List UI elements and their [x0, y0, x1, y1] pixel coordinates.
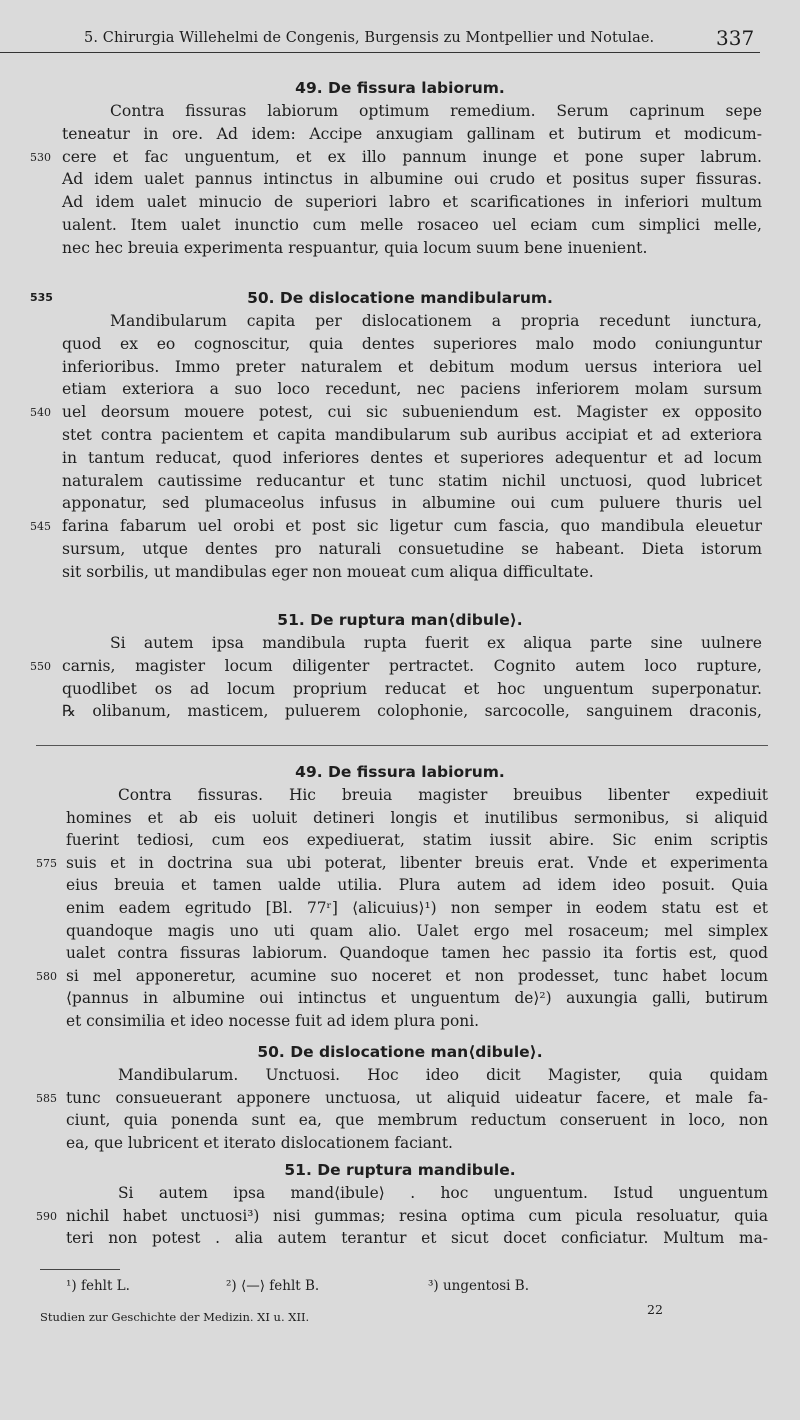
- text-line: nec hec breuia experimenta respuantur, quia locum suum bene inuenient.: [62, 238, 648, 257]
- upper-section-51: [0, 608, 800, 723]
- page-number: 337: [716, 26, 755, 50]
- running-title: 5. Chirurgia Willehelmi de Congenis, Burgensis zu Montpellier und Notulae.: [84, 30, 655, 46]
- text-line: teneatur in ore. Ad idem: Accipe anxugiam gallinam et butirum et modicum-: [62, 124, 762, 143]
- text-line: 540 uel deorsum mouere potest, cui sic subueniendum est. Magister ex opposito: [0, 401, 800, 424]
- section-heading: 49. De fissura labiorum.: [295, 763, 505, 781]
- section-heading: 51. De ruptura mandibule.: [284, 1161, 516, 1179]
- line-number: 535: [30, 291, 53, 304]
- text-line: et consimilia et ideo nocesse fuit ad idem plura poni.: [66, 1011, 480, 1030]
- footnote-2: ²) ⟨—⟩ fehlt B.: [226, 1278, 320, 1294]
- text-line: ℞ olibanum, masticem, puluerem colophonie, sarcocolle, sanguinem draconis,: [62, 702, 762, 721]
- text-line: ea, que lubricent et iterato dislocationem faciant.: [66, 1133, 453, 1152]
- text-line: sursum, utque dentes pro naturali consuetudine se habeant. Dieta istorum: [62, 539, 762, 558]
- signature-mark: 22: [647, 1302, 663, 1317]
- text-line: Contra fissuras. Hic breuia magister breuibus libenter expediuit: [118, 786, 768, 804]
- text-line: sit sorbilis, ut mandibulas eger non moueat cum aliqua difficultate.: [62, 562, 594, 581]
- text-line: Ad idem ualet minucio de superiori labro et scarificationes in inferiori multum: [62, 193, 762, 212]
- upper-section-50: [0, 286, 800, 584]
- text-line: 580 si mel apponeretur, acumine suo noceret et non prodesset, tunc habet locum: [0, 965, 800, 988]
- text-line: in tantum reducat, quod inferiores dentes et superiores adequentur et ad locum: [62, 448, 762, 467]
- text-line: Si autem ipsa mandibula rupta fuerit ex aliqua parte sine uulnere: [110, 634, 762, 652]
- text-line: Si autem ipsa mand⟨ibule⟩ . hoc unguentum. Istud unguentum: [118, 1184, 768, 1202]
- text-line: 575 suis et in doctrina sua ubi poterat, libenter breuis erat. Vnde et experimenta: [0, 852, 800, 875]
- line-number: 575: [36, 856, 57, 870]
- text-line: naturalem cautissime reducantur et tunc statim nichil unctuosi, quod lubricet: [62, 471, 762, 490]
- text-line: Ad idem ualet pannus intinctus in albumine oui crudo et positus super fissuras.: [62, 170, 762, 189]
- text-line: quodlibet os ad locum proprium reducat et hoc unguentum superponatur.: [62, 679, 762, 698]
- text-line: stet contra pacientem et capita mandibularum sub auribus accipiat et ad exteriora: [62, 425, 762, 444]
- text-line: Mandibularum capita per dislocationem a propria recedunt iunctura,: [110, 312, 762, 330]
- text-line: quandoque magis uno uti quam alio. Ualet ergo mel rosaceum; mel simplex: [66, 921, 768, 940]
- footnote-3: ³) ungentosi B.: [428, 1278, 529, 1294]
- footnote-1: ¹) fehlt L.: [66, 1278, 130, 1294]
- lower-section-49: [0, 760, 800, 1033]
- text-line: ualet contra fissuras labiorum. Quandoque tamen hec passio ita fortis est, quod: [66, 944, 768, 963]
- line-number: 530: [30, 150, 51, 164]
- text-line: teri non potest . alia autem terantur et sicut docet conficiatur. Multum ma-: [66, 1229, 768, 1248]
- section-heading: 49. De fissura labiorum.: [295, 79, 505, 97]
- text-line: ualent. Item ualet inunctio cum melle rosaceo uel eciam cum simplici melle,: [62, 215, 762, 234]
- text-line: quod ex eo cognoscitur, quia dentes superiores malo modo coniunguntur: [62, 334, 762, 353]
- text-line: inferioribus. Immo preter naturalem et debitum modum uersus interiora uel: [62, 357, 762, 376]
- lower-section-50: [0, 1040, 800, 1154]
- text-line: apponatur, sed plumaceolus infusus in albumine oui cum puluere thuris uel: [62, 494, 762, 513]
- text-line: ⟨pannus in albumine oui intinctus et unguentum de⟩²) auxungia galli, butirum: [66, 989, 768, 1008]
- text-line: 550 carnis, magister locum diligenter pertractet. Cognito autem loco rupture,: [0, 655, 800, 678]
- section-heading: 50. De dislocatione man⟨dibule⟩.: [257, 1043, 543, 1061]
- text-line: fuerint tediosi, cum eos expediuerat, statim iussit abire. Sic enim scriptis: [66, 831, 768, 850]
- text-line: 585 tunc consueuerant apponere unctuosa, ut aliquid uideatur facere, et male fa-: [0, 1087, 800, 1110]
- line-number: 545: [30, 520, 51, 534]
- section-heading: 51. De ruptura man⟨dibule⟩.: [277, 611, 523, 629]
- text-line: 530 cere et fac unguentum, et ex illo pannum inunge et pone super labrum.: [0, 146, 800, 169]
- text-line: homines et ab eis uoluit detineri longis et inutilibus sermonibus, si aliquid: [66, 808, 768, 827]
- line-number: 550: [30, 659, 51, 673]
- section-divider: [36, 745, 768, 746]
- text-line: eius breuia et tamen ualde utilia. Plura autem ad idem ideo posuit. Quia: [66, 876, 768, 895]
- lower-section-51: [0, 1158, 800, 1250]
- text-line: etiam exteriora a suo loco recedunt, nec paciens inferiorem molam sursum: [62, 380, 762, 399]
- section-heading: 535 50. De dislocatione mandibularum.: [0, 286, 800, 310]
- footnotes: [0, 1278, 800, 1302]
- line-number: 580: [36, 969, 57, 983]
- upper-section-49: [0, 76, 800, 260]
- text-line: Mandibularum. Unctuosi. Hoc ideo dicit Magister, quia quidam: [118, 1066, 768, 1084]
- text-line: enim eadem egritudo [Bl. 77ʳ] ⟨alicuius⟩¹) non semper in eodem statu est et: [66, 898, 768, 917]
- text-line: 590 nichil habet unctuosi³) nisi gummas; resina optima cum picula resoluatur, quia: [0, 1205, 800, 1228]
- line-number: 590: [36, 1209, 57, 1223]
- text-line: Contra fissuras labiorum optimum remedium. Serum caprinum sepe: [110, 102, 762, 120]
- text-line: ciunt, quia ponenda sunt ea, que membrum reductum conseruent in loco, non: [66, 1111, 768, 1130]
- text-line: 545 farina fabarum uel orobi et post sic ligetur cum fascia, quo mandibula eleuetur: [0, 515, 800, 538]
- header-rule: [0, 52, 760, 53]
- line-number: 540: [30, 406, 51, 420]
- footnote-rule: [40, 1269, 120, 1270]
- series-footer: Studien zur Geschichte der Medizin. XI u. XII.: [40, 1310, 310, 1324]
- line-number: 585: [36, 1091, 57, 1105]
